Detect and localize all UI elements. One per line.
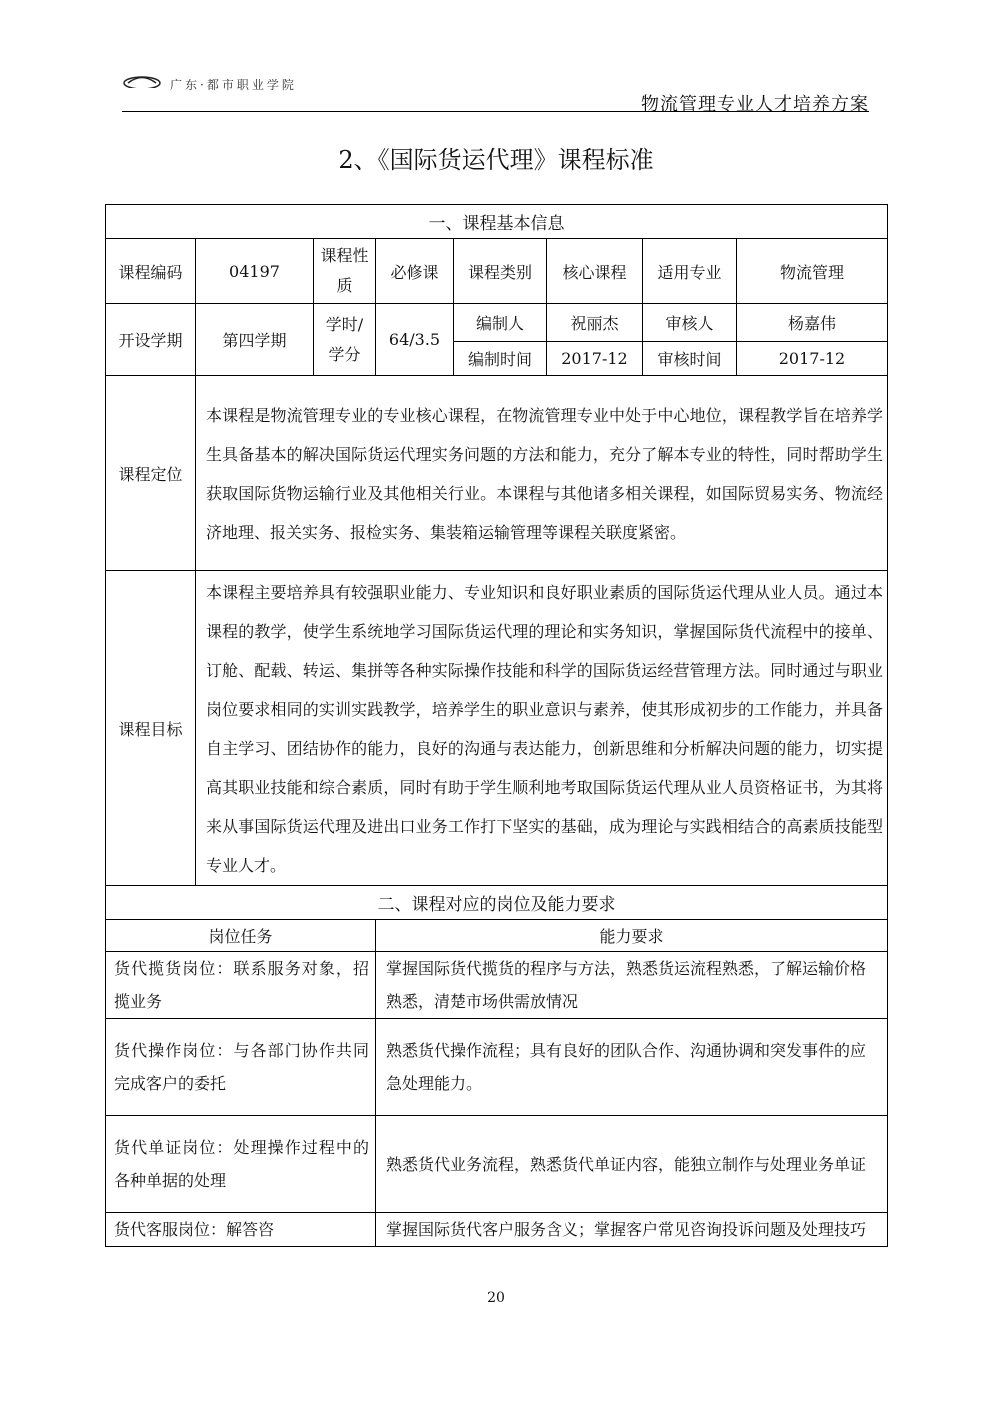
major-label: 适用专业 xyxy=(643,239,737,304)
table-row xyxy=(106,1116,888,1213)
page-number: 20 xyxy=(487,1290,505,1306)
objective-text: 本课程主要培养具有较强职业能力、专业知识和良好职业素质的国际货运代理从业人员。通过本课程的教学，使学生系统地学习国际货运代理的理论和实务知识，掌握国际货代流程中的接单、订舱、配载、转运、集拼等各种实际操作技能和科学的国际货运经营管理方法。同时通过与职业岗位要求相同的实训实践教学，培养学生的职业意识与素养，使其形成初步的工作能力，并具备自主学习、团结协作的能力，良好的沟通与表达能力，创新思维和分析解决问题的能力，切实提高其职业技能和综合素质，同时有助于学生顺利地考取国际货运代理从业人员资格证书，为其将来从事国际货运代理及进出口业务工作打下坚实的基础，成为理论与实践相结合的高素质技能型专业人才。 xyxy=(196,571,888,886)
author-time-value: 2017-12 xyxy=(547,342,643,376)
section-jobs: 二、课程对应的岗位及能力要求 xyxy=(106,886,888,920)
review-time-value: 2017-12 xyxy=(737,342,888,376)
position-label: 课程定位 xyxy=(106,376,196,571)
author-value: 祝丽杰 xyxy=(547,304,643,342)
code-label: 课程编码 xyxy=(106,239,196,304)
job-ability: 熟悉货代操作流程；具有良好的团队合作、沟通协调和突发事件的应急处理能力。 xyxy=(376,1019,888,1116)
job-task: 货代操作岗位：与各部门协作共同完成客户的委托 xyxy=(106,1019,376,1116)
semester-value: 第四学期 xyxy=(196,304,314,376)
job-task: 货代客服岗位：解答咨 xyxy=(106,1213,376,1247)
course-standard-table xyxy=(105,204,888,1247)
reviewer-label: 审核人 xyxy=(643,304,737,342)
type-value: 核心课程 xyxy=(547,239,643,304)
position-text: 本课程是物流管理专业的专业核心课程，在物流管理专业中处于中心地位，课程教学旨在培养学生具备基本的解决国际货运代理实务问题的方法和能力，充分了解本专业的特性，同时帮助学生获取国际货物运输行业及其他相关行业。本课程与其他诸多相关课程，如国际贸易实务、物流经济地理、报关实务、报检实务、集装箱运输管理等课程关联度紧密。 xyxy=(196,376,888,571)
author-time-label: 编制时间 xyxy=(454,342,547,376)
hours-value: 64/3.5 xyxy=(376,304,454,376)
type-label: 课程类别 xyxy=(454,239,547,304)
header-divider xyxy=(122,111,869,112)
section-basic-info: 一、课程基本信息 xyxy=(106,205,888,239)
code-value: 04197 xyxy=(196,239,314,304)
job-ability: 掌握国际货代客户服务含义；掌握客户常见咨询投诉问题及处理技巧 xyxy=(376,1213,888,1247)
document-title: 物流管理专业人才培养方案 xyxy=(641,94,869,115)
page-title: 2、《国际货运代理》课程标准 xyxy=(338,146,654,174)
page-header xyxy=(122,72,869,115)
objective-label: 课程目标 xyxy=(106,571,196,886)
school-logo-icon xyxy=(122,74,162,88)
job-ability: 熟悉货代业务流程，熟悉货代单证内容，能独立制作与处理业务单证 xyxy=(376,1116,888,1213)
jobs-header-ability: 能力要求 xyxy=(376,920,888,952)
table-row xyxy=(106,1019,888,1116)
major-value: 物流管理 xyxy=(737,239,888,304)
table-row xyxy=(106,1213,888,1247)
nature-label: 课程性质 xyxy=(314,239,376,304)
jobs-header-task: 岗位任务 xyxy=(106,920,376,952)
review-time-label: 审核时间 xyxy=(643,342,737,376)
author-label: 编制人 xyxy=(454,304,547,342)
semester-label: 开设学期 xyxy=(106,304,196,376)
hours-label: 学时/学分 xyxy=(314,304,376,376)
reviewer-value: 杨嘉伟 xyxy=(737,304,888,342)
job-task: 货代单证岗位：处理操作过程中的各种单据的处理 xyxy=(106,1116,376,1213)
job-task: 货代揽货岗位：联系服务对象，招揽业务 xyxy=(106,952,376,1019)
table-row xyxy=(106,952,888,1019)
job-ability: 掌握国际货代揽货的程序与方法，熟悉货运流程熟悉，了解运输价格熟悉，清楚市场供需放情况 xyxy=(376,952,888,1019)
school-name: 广东·都市职业学院 xyxy=(170,78,297,92)
nature-value: 必修课 xyxy=(376,239,454,304)
